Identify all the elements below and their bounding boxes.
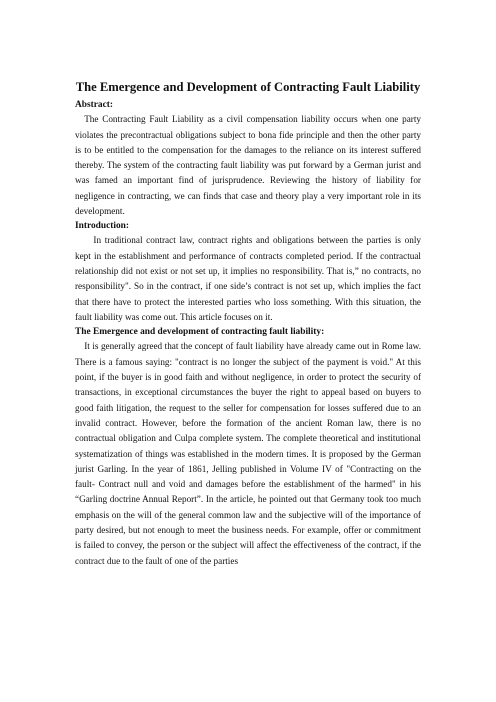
introduction-paragraph: In traditional contract law, contract rights and obligations between the parties is only kept in the establishment and performance of contracts completed period. If the contractual relationship did not exist or not set up, it implies no responsibility. That is,” no contracts, no responsibility". So in the contract, if one side’s contract is not set up, which implies the fact that there have to protect the interested parties who loss something. With this situation, the fault liability was come out. This article focuses on it. (75, 235, 421, 322)
introduction-heading: Introduction: (75, 221, 130, 232)
section-paragraph: It is generally agreed that the concept of fault liability have already came out in Rome law. There is a famous saying: "contract is no longer the subject of the payment is void." At this point, if the buyer is in good faith and without negligence, in order to protect the security of transactions, in exceptional circumstances the buyer the right to appeal based on buyers to good faith litigation, the request to the seller for compensation for losses suffered due to an invalid contract. However, before the formation of the ancient Roman law, there is no contractual obligation and Culpa complete system. The complete theoretical and institutional systematization of things was established in the modern times. It is proposed by the German jurist Garling. In the year of 1861, Jelling published in Volume IV of "Contracting on the fault- Contract null and void and damages before the establishment of the harmed" in his “Garling doctrine Annual Report”. In the article, he pointed out that Germany took too much emphasis on the will of the general common law and the subjective will of the importance of party desired, but not enough to meet the business needs. For example, offer or commitment is failed to convey, the person or the subject will affect the effectiveness of the contract, if the contract due to the fault of one of the parties (75, 341, 421, 566)
document-body (75, 79, 421, 569)
abstract-heading: Abstract: (75, 100, 114, 110)
abstract-paragraph: The Contracting Fault Liability as a civil compensation liability occurs when one party violates the precontractual obligations subject to bona fide principle and then the other party is to be entitled to the compensation for the damages to the reliance on its interest suffered thereby. The system of the contracting fault liability was put forward by a German jurist and was famed an important find of jurisprudence. Reviewing the history of liability for negligence in contracting, we can finds that case and theory play a very important role in its development. (75, 114, 421, 216)
document-title: The Emergence and Development of Contracting Fault Liability (75, 80, 421, 94)
section-heading: The Emergence and development of contracting fault liability: (75, 327, 325, 338)
